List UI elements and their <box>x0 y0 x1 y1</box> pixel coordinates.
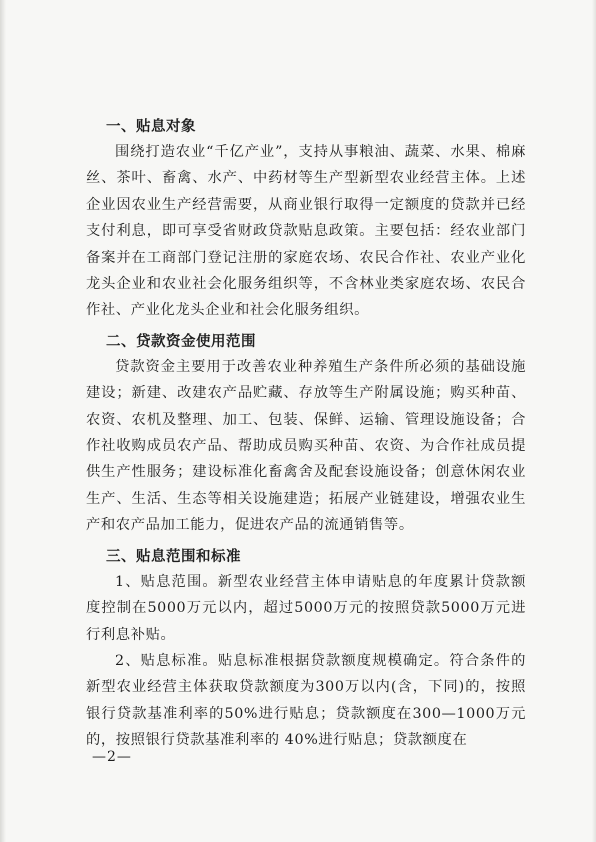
document-body <box>86 114 526 754</box>
paragraph-subsidy-target: 围绕打造农业“千亿产业”，支持从事粮油、蔬菜、水果、棉麻丝、茶叶、畜禽、水产、中药材等生产型新型农业经营主体。上述企业因农业生产经营需要，从商业银行取得一定额度的贷款并已经支付利息，即可享受省财政贷款贴息政策。主要包括：经农业部门备案并在工商部门登记注册的家庭农场、农民合作社、农业产业化龙头企业和农业社会化服务组织等，不含林业类家庭农场、农民合作社、产业化龙头企业和社会化服务组织。 <box>86 144 526 319</box>
section-heading-subsidy-scope: 三、贴息范围和标准 <box>106 547 241 565</box>
page-number: —2— <box>92 749 132 765</box>
paragraph-subsidy-standard: 2、贴息标准。贴息标准根据贷款额度规模确定。符合条件的新型农业经营主体获取贷款额度为300万以内(含，下同)的，按照银行贷款基准利率的50%进行贴息；贷款额度在300—1000万元的，按照银行贷款基准利率的 40%进行贴息；贷款额度在 <box>86 652 526 749</box>
section-heading-subsidy-target: 一、贴息对象 <box>106 118 196 135</box>
binding-edge <box>0 0 6 842</box>
paragraph-subsidy-scope: 1、贴息范围。新型农业经营主体申请贴息的年度累计贷款额度控制在5000万元以内，超过5000万元的按照贷款5000万元进行利息补贴。 <box>86 573 526 643</box>
section-heading-loan-usage: 二、贷款资金使用范围 <box>106 332 256 350</box>
paragraph-loan-usage: 贷款资金主要用于改善农业种养殖生产条件所必须的基础设施建设；新建、改建农产品贮藏、存放等生产附属设施；购买种苗、农资、农机及整理、加工、包装、保鲜、运输、管理设施设备；合作社收购成员农产品、帮助成员购买种苗、农资、为合作社成员提供生产性服务；建设标准化畜禽舍及配套设施设备；创意休闲农业生产、生活、生态等相关设施建造；拓展产业链建设，增强农业生产和农产品加工能力，促进农产品的流通销售等。 <box>86 358 526 534</box>
page-edge <box>592 0 596 842</box>
